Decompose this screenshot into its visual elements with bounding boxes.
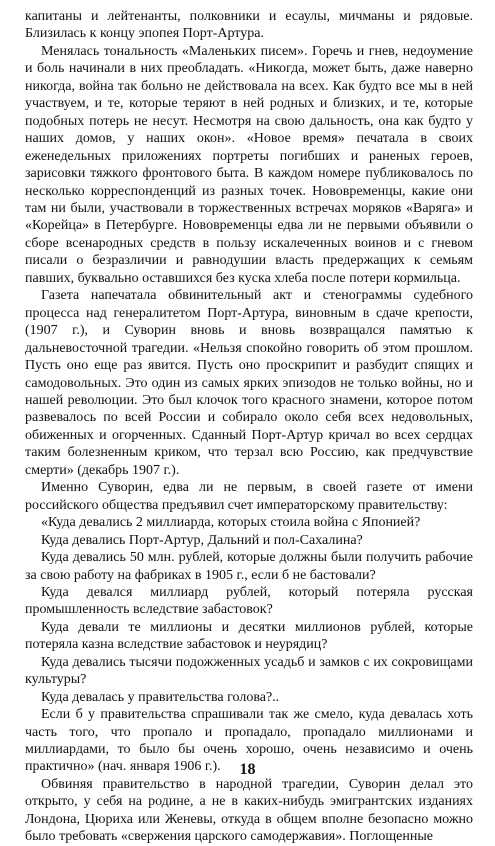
quote-line: «Куда девались 2 миллиарда, которых стоила война с Японией? [41,515,421,531]
page-body [25,8,473,846]
quote-line: Куда девались Порт-Артур, Дальний и пол-Сахалина? [41,532,363,548]
paragraph: Менялась тональность «Маленьких писем». Горечь и гнев, недоумение и боль начинали в них преобладать. «Никогда, может быть, даже наверно никогда, война так больно не действовала на всех. Как будто все мы в ней участвуем, и те, которые теряют в ней родных и близких, и те, которые подобных потерь не несут. Несмотря на свою дальность, она как будто у наших домов, у наших окон». «Новое время» печатала в своих еженедельных приложениях портреты погибших и раненых героев, зарисовки тяжкого фронтового быта. В каждом номере публиковалось по несколько корреспонденций из разных точек. Нововременцы, какие они там ни были, участвовали в торжественных встречах моряков «Варяга» и «Корейца» в Петербурге. Нововременцы едва ли не первыми объявили о сборе всенародных средств в пользу искалеченных воинов и с гневом писали о безразличии и равнодушии власть предержащих к семьям павших, буквально оставшихся без куска хлеба после потери кормильца. [25,43,473,286]
paragraph: Газета напечатала обвинительный акт и стенограммы судебного процесса над генералитетом Порт-Артура, виновным в сдаче крепости, (1907 г.), и Суворин вновь и вновь возвращался памятью к дальневосточной трагедии. «Нельзя спокойно говорить об этом прошлом. Пусть оно еще раз явится. Пусть оно проскрипит и разбудит спящих и самодовольных. Это один из самых ярких эпизодов не только войны, но и нашей революции. Это был клочок того красного знамени, которое потом развевалось по всей России и собирало около себя всех недовольных, обиженных и огорченных. Сданный Порт-Артур кричал во всех сердцах таким болезненным криком, что терзал всю Россию, как предчувствие смерти» (декабрь 1907 г.). [25,288,473,478]
paragraph: Обвиняя правительство в народной трагедии, Суворин делал это открыто, у себя на родине, а не в каких-нибудь эмигрантских изданиях Лондона, Цюриха или Женевы, откуда в общем вполне безопасно можно было требовать «свержения царского самодержавия». Поглощенные [25,776,473,845]
quote-line: Куда девалась у правительства голова?.. [41,689,280,705]
paragraph: Именно Суворин, едва ли не первым, в своей газете от имени российского общества предъявил счет императорскому правительству: [25,480,473,513]
quote-line: Куда девались тысячи подожженных усадьб и замков с их сокровищами культуры? [25,654,473,688]
page-number: 18 [239,761,256,778]
paragraph: капитаны и лейтенанты, полковники и есаулы, мичманы и рядовые. Близилась к концу эпопея Порт-Артура. [25,9,473,42]
quote-line: Куда девали те миллионы и десятки миллионов рублей, которые потеряла казна вследствие забастовок и неурядиц? [25,619,473,653]
quote-line: Куда девался миллиард рублей, который потеряла русская промышленность вследствие забастовок? [25,584,473,618]
paragraph: Если б у правительства спрашивали так же смело, куда девалась хоть часть того, что пропало и пропадало, пропадало миллионами и миллиардами, то было бы очень хорошо, очень независимо и очень практично» (нач. января 1906 г.). [25,707,473,775]
quote-line: Куда девались 50 млн. рублей, которые должны были получить рабочие за свою работу на фабриках в 1905 г., если б не бастовали? [25,550,473,583]
